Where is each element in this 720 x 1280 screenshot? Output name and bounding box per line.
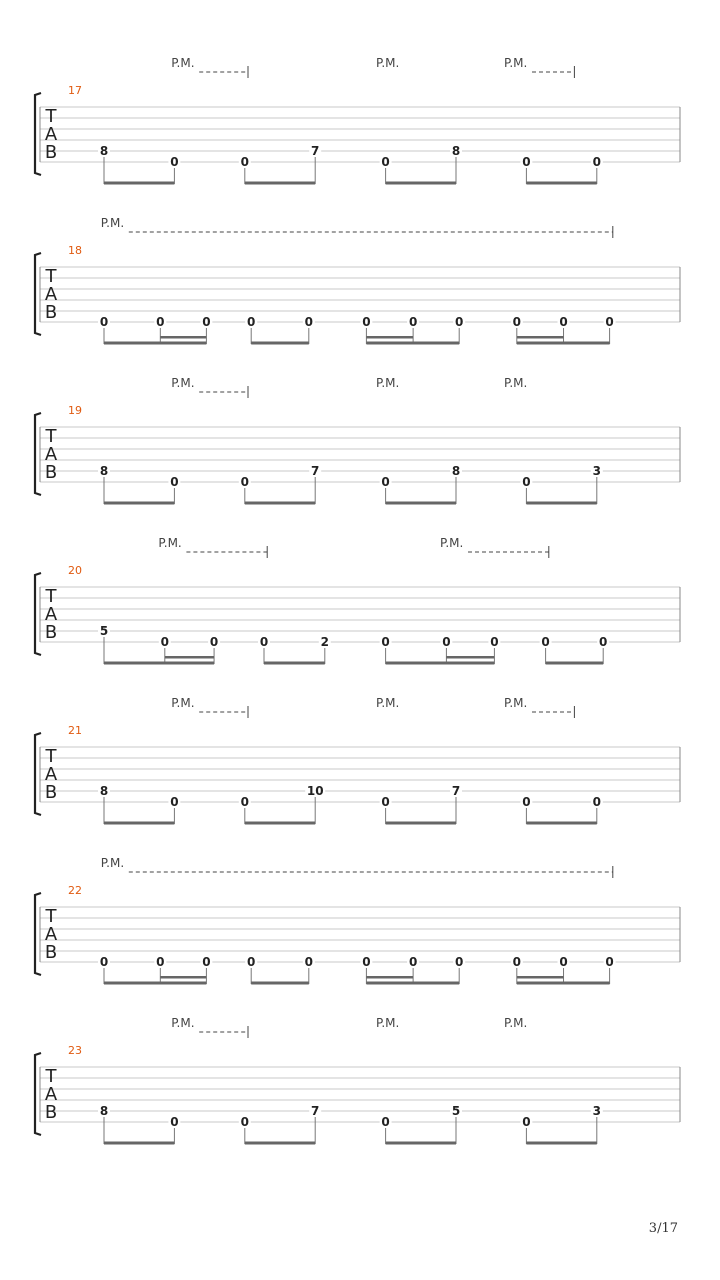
fret-number: 2	[320, 635, 329, 649]
fret-number: 8	[99, 144, 109, 158]
measure-number: 18	[68, 244, 82, 257]
sub-beam	[366, 976, 413, 979]
fret-number: 0	[170, 795, 179, 809]
beam	[517, 342, 610, 345]
tab-clef-letter: T	[45, 426, 57, 447]
palm-mute-label: P.M.	[440, 536, 464, 550]
tab-clef-letter: A	[44, 1084, 58, 1105]
beam	[245, 502, 315, 505]
beam	[386, 1142, 456, 1145]
measure-number: 21	[68, 724, 82, 737]
palm-mute-label: P.M.	[504, 1016, 528, 1030]
sub-beam	[165, 656, 214, 659]
palm-mute-label: P.M.	[100, 216, 125, 230]
tab-clef-letter: A	[44, 764, 58, 785]
tab-clef-letter: B	[44, 462, 58, 483]
fret-number: 0	[202, 315, 211, 329]
palm-mute-label: P.M.	[376, 696, 400, 710]
palm-mute-label: P.M.	[504, 56, 528, 70]
beam	[104, 342, 206, 345]
beam	[386, 502, 456, 505]
beam	[245, 1142, 315, 1145]
palm-mute-label: P.M.	[171, 376, 195, 390]
beam	[104, 662, 214, 665]
palm-mute-label: P.M.	[171, 696, 195, 710]
fret-number: 0	[156, 315, 165, 329]
palm-mute-label: P.M.	[376, 376, 400, 390]
beam	[104, 982, 206, 985]
fret-number: 8	[451, 464, 461, 478]
tab-clef-letter: A	[44, 924, 58, 945]
palm-mute-label: P.M.	[376, 1016, 400, 1030]
fret-number: 0	[362, 955, 371, 969]
measure-number: 23	[68, 1044, 82, 1057]
fret-number: 0	[160, 635, 169, 649]
fret-number: 0	[541, 635, 550, 649]
fret-number: 8	[99, 464, 109, 478]
fret-number: 8	[99, 1104, 109, 1118]
beam	[104, 1142, 174, 1145]
fret-number: 0	[247, 315, 256, 329]
sub-beam	[366, 336, 413, 339]
palm-mute-label: P.M.	[158, 536, 182, 550]
measure-number: 17	[68, 84, 82, 97]
tab-clef-letter: T	[45, 266, 57, 287]
tab-clef-letter: B	[44, 302, 58, 323]
sub-beam	[517, 976, 564, 979]
beam	[251, 982, 309, 985]
fret-number: 0	[381, 1115, 390, 1129]
beam	[517, 982, 610, 985]
sub-beam	[160, 336, 206, 339]
beam	[386, 822, 456, 825]
sub-beam	[446, 656, 494, 659]
fret-number: 8	[451, 144, 461, 158]
beam	[251, 342, 309, 345]
fret-number: 0	[599, 635, 608, 649]
fret-number: 0	[592, 795, 601, 809]
fret-number: 0	[362, 315, 371, 329]
tab-clef-letter: B	[44, 1102, 58, 1123]
fret-number: 0	[522, 475, 531, 489]
palm-mute-label: P.M.	[504, 696, 528, 710]
fret-number: 7	[311, 1104, 320, 1118]
fret-number: 0	[304, 955, 313, 969]
palm-mute-label: P.M.	[171, 1016, 195, 1030]
fret-number: 8	[99, 784, 109, 798]
fret-number: 0	[408, 315, 418, 329]
tab-clef-letter: B	[44, 142, 58, 163]
palm-mute-label: P.M.	[171, 56, 195, 70]
fret-number: 0	[442, 635, 451, 649]
measure-number: 20	[68, 564, 82, 577]
fret-number: 10	[306, 784, 324, 798]
beam	[526, 182, 596, 185]
fret-number: 0	[304, 315, 313, 329]
beam	[366, 982, 459, 985]
fret-number: 0	[381, 475, 390, 489]
fret-number: 0	[202, 955, 211, 969]
fret-number: 0	[240, 155, 249, 169]
tab-clef-letter: T	[45, 586, 57, 607]
fret-number: 7	[451, 784, 461, 798]
beam	[366, 342, 459, 345]
fret-number: 0	[240, 795, 249, 809]
beam	[104, 502, 174, 505]
fret-number: 0	[490, 635, 499, 649]
fret-number: 7	[311, 144, 320, 158]
beam	[245, 822, 315, 825]
beam	[386, 662, 495, 665]
fret-number: 0	[99, 955, 109, 969]
fret-number: 0	[99, 315, 109, 329]
fret-number: 0	[209, 635, 219, 649]
tab-clef-letter: T	[45, 906, 57, 927]
fret-number: 0	[240, 1115, 249, 1129]
beam	[526, 822, 596, 825]
fret-number: 0	[381, 635, 390, 649]
beam	[104, 822, 174, 825]
tab-clef-letter: B	[44, 782, 58, 803]
fret-number: 0	[170, 1115, 179, 1129]
fret-number: 0	[259, 635, 269, 649]
beam	[526, 502, 596, 505]
palm-mute-label: P.M.	[376, 56, 400, 70]
sub-beam	[160, 976, 206, 979]
fret-number: 0	[522, 1115, 531, 1129]
fret-number: 0	[522, 155, 531, 169]
sub-beam	[517, 336, 564, 339]
fret-number: 0	[240, 475, 249, 489]
fret-number: 0	[381, 155, 390, 169]
measure-number: 22	[68, 884, 82, 897]
fret-number: 0	[559, 955, 568, 969]
fret-number: 0	[512, 955, 521, 969]
tab-clef-letter: T	[45, 746, 57, 767]
beam	[104, 182, 174, 185]
fret-number: 0	[512, 315, 521, 329]
fret-number: 3	[592, 464, 601, 478]
tab-clef-letter: A	[44, 124, 58, 145]
fret-number: 5	[99, 624, 109, 638]
fret-number: 0	[156, 955, 165, 969]
fret-number: 0	[170, 475, 179, 489]
beam	[386, 182, 456, 185]
fret-number: 0	[455, 955, 464, 969]
palm-mute-label: P.M.	[504, 376, 528, 390]
tab-clef-letter: B	[44, 942, 58, 963]
measure-number: 19	[68, 404, 82, 417]
tab-clef-letter: A	[44, 604, 58, 625]
fret-number: 0	[455, 315, 464, 329]
tab-clef-letter: B	[44, 622, 58, 643]
beam	[245, 182, 315, 185]
fret-number: 0	[605, 955, 614, 969]
fret-number: 7	[311, 464, 320, 478]
fret-number: 0	[559, 315, 568, 329]
fret-number: 0	[592, 155, 601, 169]
fret-number: 5	[451, 1104, 461, 1118]
palm-mute-label: P.M.	[100, 856, 125, 870]
tab-clef-letter: A	[44, 444, 58, 465]
page-number: 3/17	[648, 1221, 678, 1236]
tab-clef-letter: A	[44, 284, 58, 305]
fret-number: 0	[381, 795, 390, 809]
beam	[264, 662, 325, 665]
fret-number: 0	[605, 315, 614, 329]
tab-clef-letter: T	[45, 106, 57, 127]
fret-number: 0	[522, 795, 531, 809]
tab-clef-letter: T	[45, 1066, 57, 1087]
beam	[546, 662, 604, 665]
fret-number: 0	[247, 955, 256, 969]
fret-number: 0	[408, 955, 418, 969]
fret-number: 3	[592, 1104, 601, 1118]
fret-number: 0	[170, 155, 179, 169]
beam	[526, 1142, 596, 1145]
